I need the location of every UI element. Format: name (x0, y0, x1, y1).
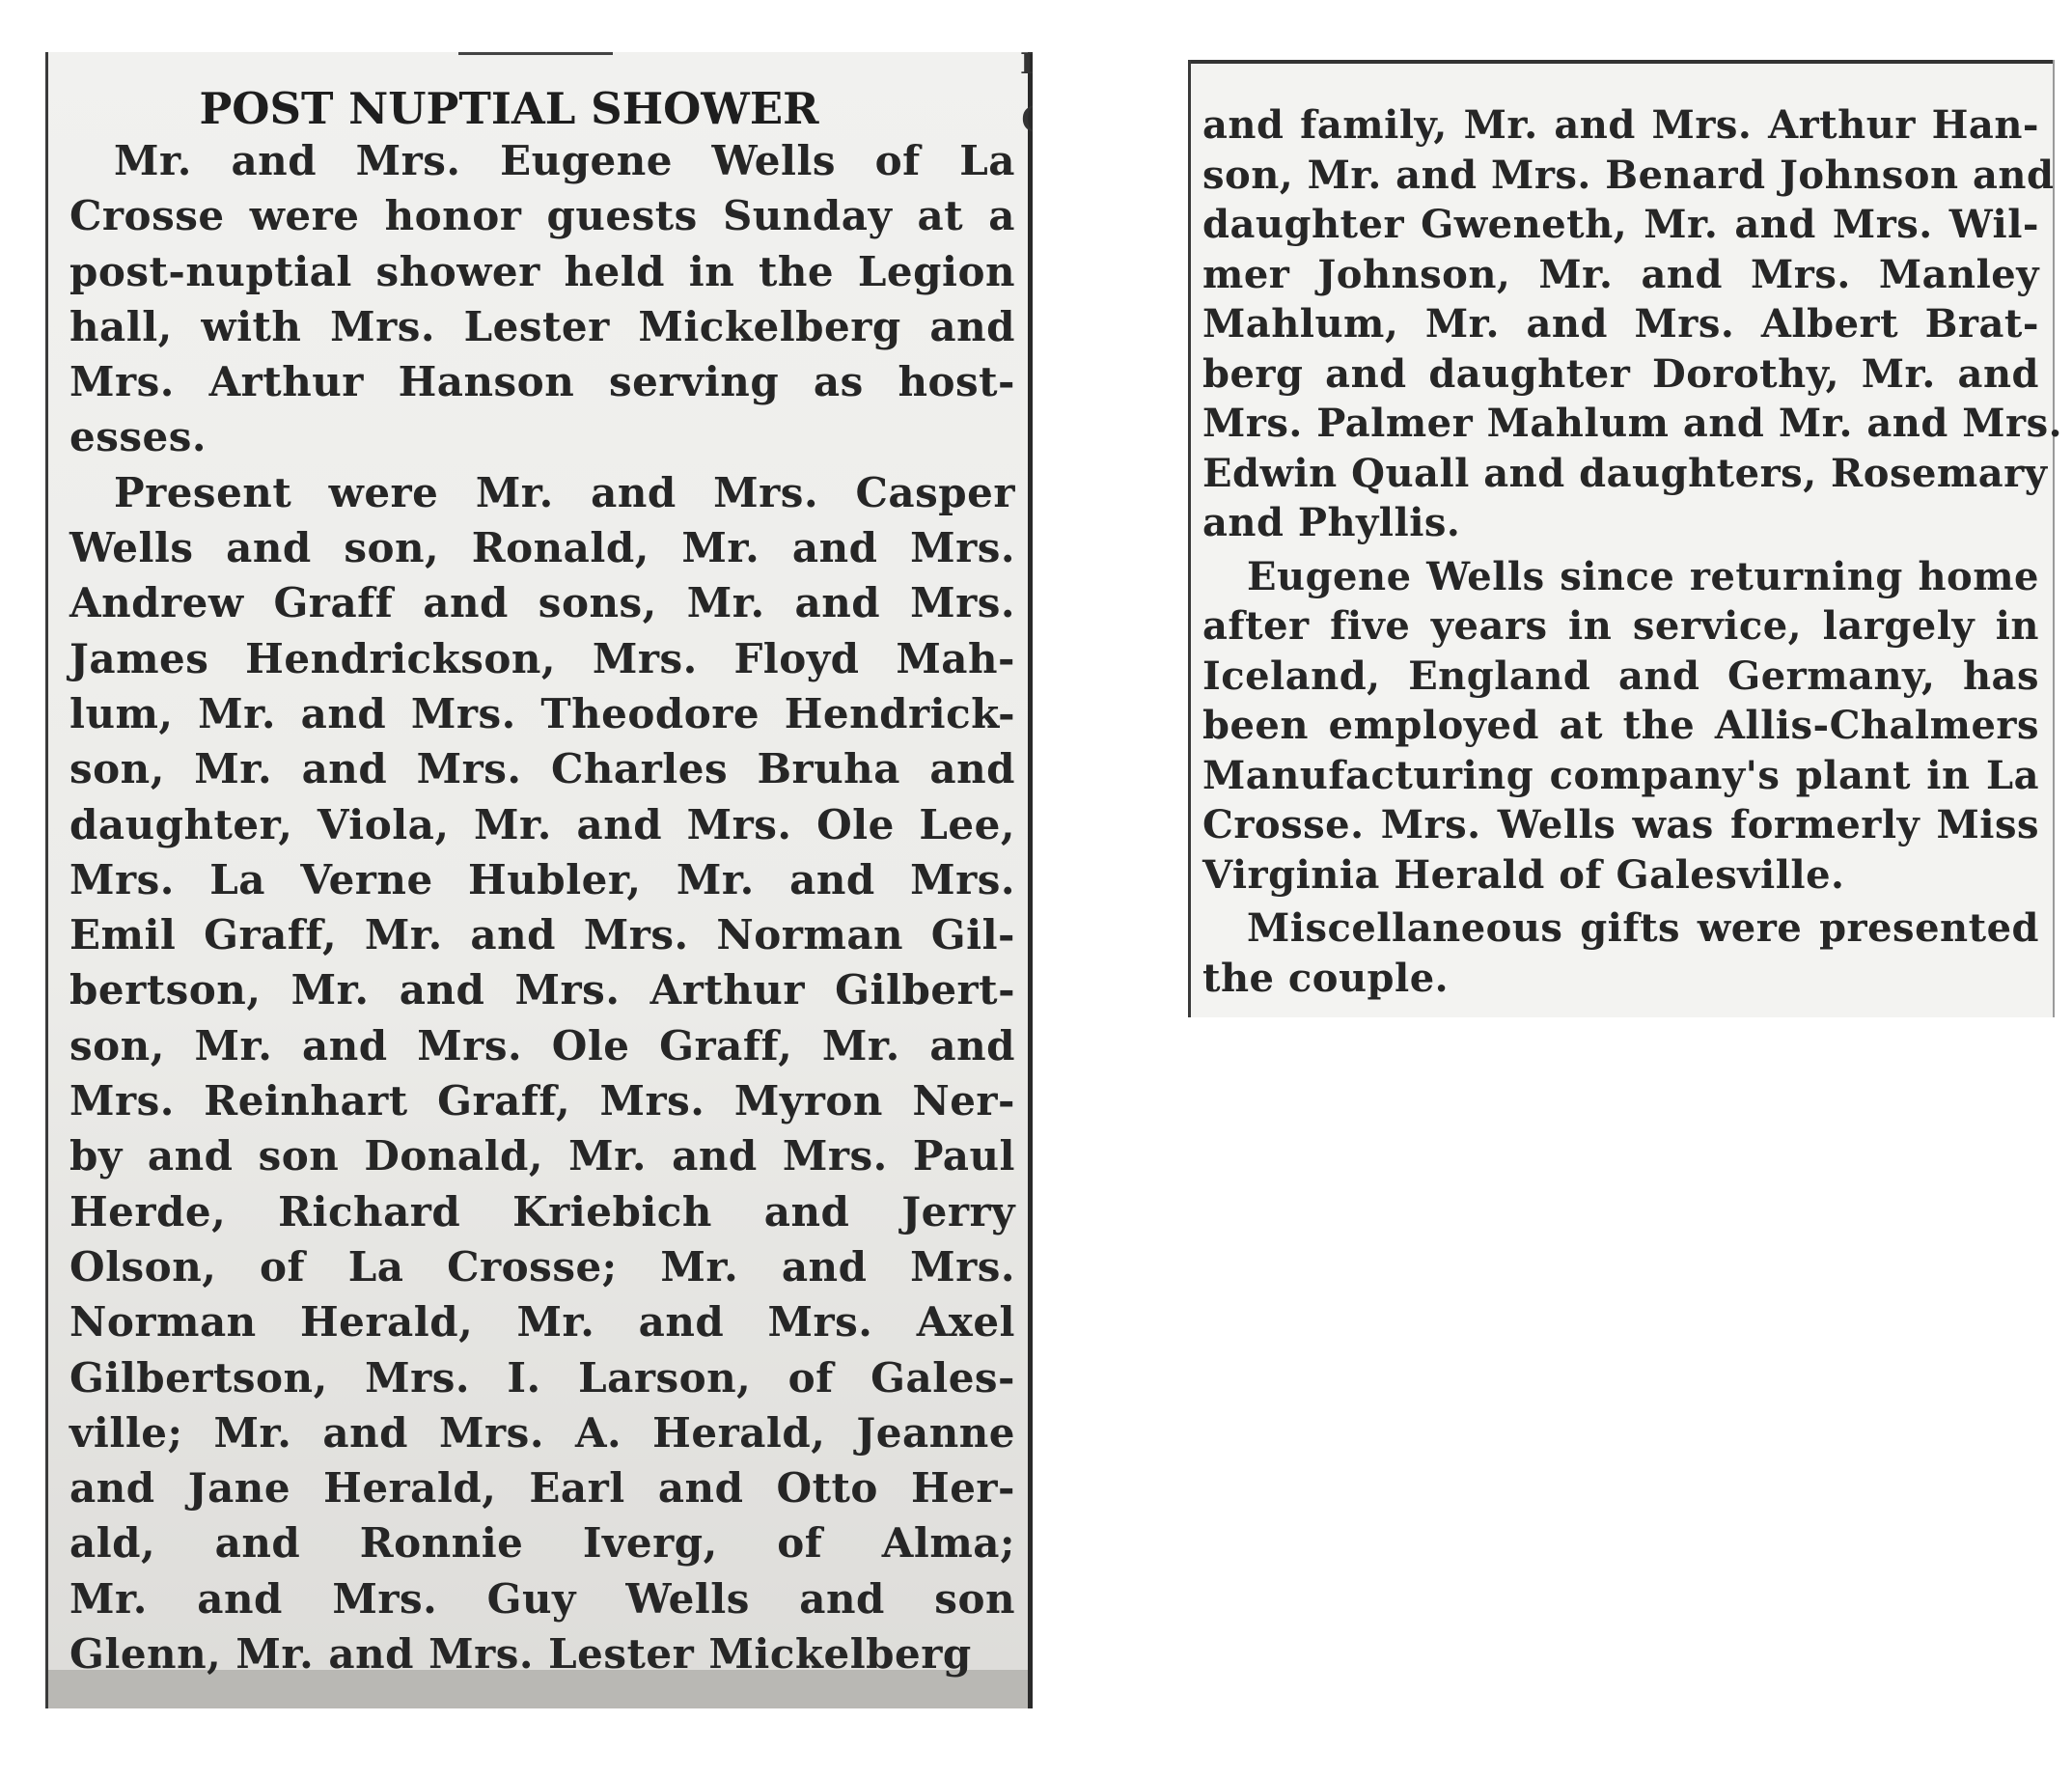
text-line: bertson, Mr. and Mrs. Arthur Gilbert- (69, 966, 1015, 1014)
text-line: Emil Graff, Mr. and Mrs. Norman Gil- (69, 911, 1015, 959)
text-line: Olson, of La Crosse; Mr. and Mrs. (69, 1242, 1015, 1291)
text-line: Crosse were honor guests Sunday at a (69, 192, 1015, 240)
text-line: Mrs. La Verne Hubler, Mr. and Mrs. (69, 855, 1015, 903)
text-line: and Jane Herald, Earl and Otto Her- (69, 1464, 1015, 1513)
text-line: Wells and son, Ronald, Mr. and Mrs. (69, 524, 1015, 572)
text-line: and Phyllis. (1202, 500, 1461, 545)
text-line: son, Mr. and Mrs. Ole Graff, Mr. and (69, 1021, 1015, 1069)
text-line: Norman Herald, Mr. and Mrs. Axel (69, 1298, 1015, 1347)
left-column-body (69, 133, 1015, 1681)
edge-fragment: ( (1020, 101, 1035, 135)
text-line: post-nuptial shower held in the Legion (69, 247, 1015, 295)
paragraph-guests (69, 465, 1015, 1682)
text-line: mer Johnson, Mr. and Mrs. Manley (1202, 251, 2039, 297)
text-line: son, Mr. and Mrs. Benard Johnson and (1202, 152, 2055, 198)
text-line: Glenn, Mr. and Mrs. Lester Mickelberg (69, 1630, 972, 1679)
text-line: Present were Mr. and Mrs. Casper (114, 468, 1015, 516)
text-line: Mrs. Arthur Hanson serving as host- (69, 358, 1015, 406)
text-line: daughter Gweneth, Mr. and Mrs. Wil- (1202, 202, 2039, 247)
text-line: the couple. (1202, 955, 1450, 1001)
text-line: after five years in service, largely in (1202, 603, 2039, 649)
text-line: lum, Mr. and Mrs. Theodore Hendrick- (69, 689, 1015, 737)
text-line: esses. (69, 413, 207, 461)
text-line: berg and daughter Dorothy, Mr. and (1202, 350, 2039, 397)
edge-fragment: I (1020, 47, 1035, 81)
text-line: been employed at the Allis-Chalmers (1202, 703, 2039, 748)
column-top-rule (458, 52, 613, 55)
text-line: Mahlum, Mr. and Mrs. Albert Brat- (1202, 301, 2039, 347)
article-headline: POST NUPTIAL SHOWER (199, 83, 819, 134)
paragraph-guests-continued (1202, 100, 2063, 548)
text-line: Mrs. Reinhart Graff, Mrs. Myron Ner- (69, 1077, 1015, 1125)
text-line: Mr. and Mrs. Eugene Wells of La (114, 137, 1015, 184)
right-column-body (1202, 100, 2063, 1003)
article-clipping-left (45, 47, 1035, 1708)
text-line: ville; Mr. and Mrs. A. Herald, Jeanne (69, 1408, 1015, 1457)
text-line: Virginia Herald of Galesville. (1202, 851, 1845, 898)
article-clipping-right (1188, 60, 2063, 1017)
text-line: Edwin Quall and daughters, Rosemary (1202, 450, 2048, 496)
text-line: Crosse. Mrs. Wells was formerly Miss (1202, 802, 2039, 847)
text-line: by and son Donald, Mr. and Mrs. Paul (69, 1132, 1015, 1180)
adjacent-column-fragments (1020, 47, 1035, 166)
text-line: James Hendrickson, Mrs. Floyd Mah- (69, 634, 1015, 682)
column-top-rule (1191, 60, 2053, 64)
text-line: ald, and Ronnie Iverg, of Alma; (69, 1519, 1015, 1568)
text-line: son, Mr. and Mrs. Charles Bruha and (69, 745, 1015, 793)
text-line: Miscellaneous gifts were presented (1247, 905, 2039, 951)
text-line: Mrs. Palmer Mahlum and Mr. and Mrs. (1202, 401, 2063, 446)
paragraph-groom-service (1202, 552, 2039, 901)
text-line: Iceland, England and Germany, has (1202, 652, 2039, 699)
text-line: Eugene Wells since returning home (1247, 553, 2039, 599)
text-line: Herde, Richard Kriebich and Jerry (69, 1187, 1015, 1236)
text-line: Mr. and Mrs. Guy Wells and son (69, 1574, 1015, 1623)
text-line: and family, Mr. and Mrs. Arthur Han- (1202, 102, 2039, 148)
text-line: Gilbertson, Mrs. I. Larson, of Gales- (69, 1353, 1015, 1402)
text-line: Manufacturing company's plant in La (1202, 752, 2039, 798)
paragraph-intro (69, 133, 1015, 465)
paragraph-gifts (1202, 903, 2039, 1003)
text-line: hall, with Mrs. Lester Mickelberg and (69, 302, 1015, 350)
text-line: daughter, Viola, Mr. and Mrs. Ole Lee, (69, 800, 1015, 848)
text-line: Andrew Graff and sons, Mr. and Mrs. (69, 579, 1015, 627)
